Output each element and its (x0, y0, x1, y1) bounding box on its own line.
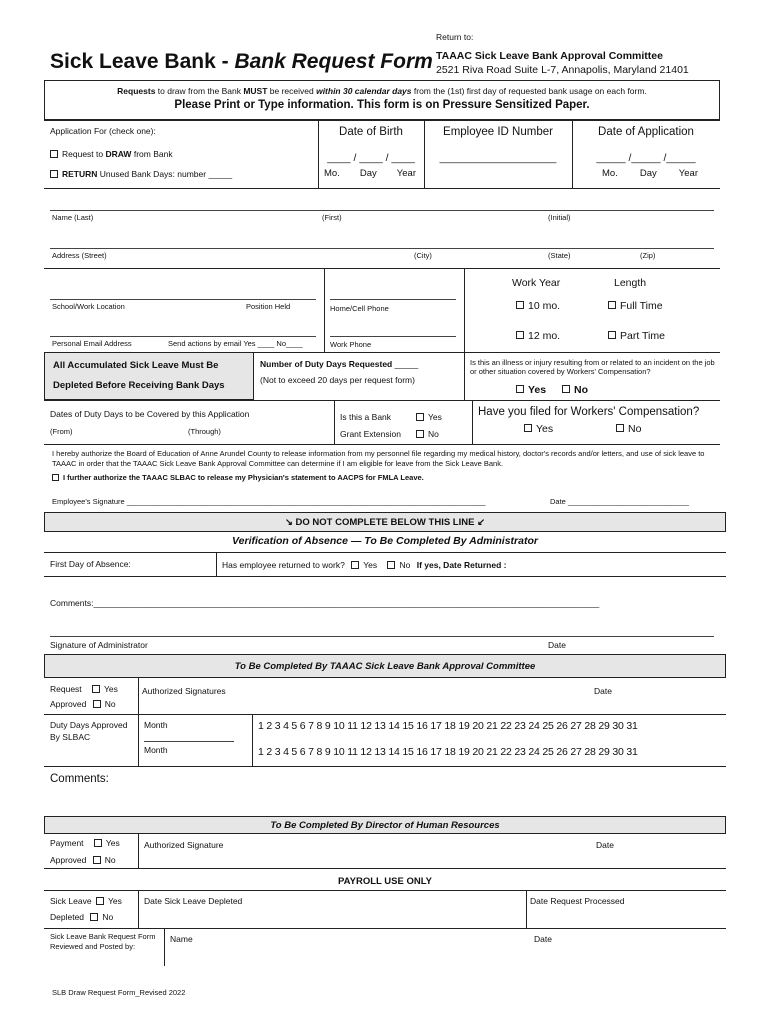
committee-comments-label: Comments: (50, 773, 109, 785)
payroll-header: PAYROLL USE ONLY (338, 876, 432, 887)
depleted-no-checkbox[interactable] (90, 913, 98, 921)
dates-covered-label: Dates of Duty Days to be Covered by this Application (50, 409, 250, 419)
admin-comments-line[interactable]: Comments:___________________________________________________________________________________________________________ (50, 598, 600, 608)
home-phone-label: Home/Cell Phone (330, 304, 389, 313)
depleted-line-2: Depleted Before Receiving Bank Days (53, 380, 225, 391)
request-yes-checkbox[interactable] (92, 685, 100, 693)
illness-yes-option[interactable]: Yes (516, 384, 546, 396)
payment-yes-checkbox[interactable] (94, 839, 102, 847)
returned-yes-checkbox[interactable] (351, 561, 359, 569)
committee-name: TAAAC Sick Leave Bank Approval Committee (436, 50, 663, 62)
address-street-label: Address (Street) (52, 251, 107, 260)
workers-comp-yes-option[interactable]: Yes (524, 423, 553, 435)
full-time-option[interactable]: Full Time (608, 300, 663, 312)
payment-yes-option[interactable]: Payment Yes (50, 838, 120, 848)
twelve-month-option[interactable]: 12 mo. (516, 330, 560, 342)
days-row-2[interactable]: 1 2 3 4 5 6 7 8 9 10 11 12 13 14 15 16 17 18 19 20 21 22 23 24 25 26 27 28 29 30 31 (258, 746, 638, 758)
position-held-label: Position Held (246, 302, 291, 311)
notice-within: within 30 calendar days (316, 86, 412, 96)
address-state-label: (State) (548, 251, 571, 260)
form-title-main: Sick Leave Bank - (50, 50, 235, 73)
duty-approved-label: Duty Days Approved (50, 720, 128, 730)
payroll-name-label: Name (170, 934, 193, 944)
admin-signature-label: Signature of Administrator (50, 640, 148, 650)
notice-requests: Requests (117, 86, 156, 96)
notice-text-b: be received (267, 86, 317, 96)
name-last-label: Name (Last) (52, 213, 94, 222)
grant-extension-label: Grant Extension (340, 429, 401, 439)
length-label: Length (614, 277, 647, 289)
name-initial-label: (Initial) (548, 213, 571, 222)
draw-option[interactable]: Request to DRAW from Bank (50, 149, 173, 159)
draw-checkbox[interactable] (50, 150, 58, 158)
form-title (50, 50, 433, 74)
name-first-label: (First) (322, 213, 342, 222)
illness-no-checkbox[interactable] (562, 385, 570, 393)
employee-signature-line[interactable]: Employee's Signature ______________________________________________________________________________________ (52, 497, 486, 506)
committee-date-label: Date (594, 686, 612, 696)
return-to-label: Return to: (436, 32, 474, 42)
workers-comp-no-checkbox[interactable] (616, 424, 624, 432)
is-bank-label: Is this a Bank (340, 412, 392, 422)
work-year-label: Work Year (512, 277, 561, 289)
school-location-label: School/Work Location (52, 302, 125, 311)
sick-leave-yes-checkbox[interactable] (96, 897, 104, 905)
bank-no-option[interactable]: No (416, 429, 439, 439)
employee-returned: Has employee returned to work? Yes No If yes, Date Returned : (222, 560, 507, 570)
employee-date-line[interactable]: Date _____________________________ (550, 497, 689, 506)
address-city-label: (City) (414, 251, 432, 260)
dob-label: Date of Birth (339, 126, 403, 138)
part-time-checkbox[interactable] (608, 331, 616, 339)
approved-no-option[interactable]: Approved No (50, 699, 116, 709)
illness-no-option[interactable]: No (562, 384, 588, 396)
illness-yes-checkbox[interactable] (516, 385, 524, 393)
approved-no-checkbox[interactable] (93, 700, 101, 708)
doa-field[interactable]: _____ /_____ /_____ (596, 152, 696, 164)
duty-days-requested[interactable]: Number of Duty Days Requested _____ (260, 359, 419, 369)
further-authorization-checkbox[interactable] (52, 474, 59, 481)
application-for-label: Application For (check one): (50, 126, 156, 136)
work-phone-label: Work Phone (330, 340, 372, 349)
bank-yes-checkbox[interactable] (416, 413, 424, 421)
employee-id-field[interactable]: ____________________ (439, 152, 557, 164)
part-time-option[interactable]: Part Time (608, 330, 665, 342)
returned-no-checkbox[interactable] (387, 561, 395, 569)
depleted-notice (44, 352, 254, 400)
hr-header-bar: To Be Completed By Director of Human Resources (44, 816, 726, 834)
date-depleted-label: Date Sick Leave Depleted (144, 896, 243, 906)
hr-authorized-signature-label: Authorized Signature (144, 840, 224, 850)
notice-line-2: Please Print or Type information. This form is on Pressure Sensitized Paper. (174, 99, 590, 111)
dob-sublabels: Mo. Day Year (324, 168, 416, 179)
address-zip-label: (Zip) (640, 251, 656, 260)
hr-approved-no-option[interactable]: Approved No (50, 855, 116, 865)
authorized-signatures-label: Authorized Signatures (142, 686, 226, 696)
payroll-date-label: Date (534, 934, 552, 944)
employee-id-label: Employee ID Number (443, 126, 553, 138)
depleted-line-1: All Accumulated Sick Leave Must Be (53, 360, 219, 371)
doa-sublabels: Mo. Day Year (602, 168, 698, 179)
workers-comp-question: Have you filed for Workers' Compensation? (478, 406, 700, 418)
ten-month-option[interactable]: 10 mo. (516, 300, 560, 312)
days-row-1[interactable]: 1 2 3 4 5 6 7 8 9 10 11 12 13 14 15 16 17 18 19 20 21 22 23 24 25 26 27 28 29 30 31 (258, 720, 638, 732)
email-label: Personal Email Address (52, 339, 132, 348)
from-label: (From) (50, 427, 73, 436)
doa-label: Date of Application (598, 126, 694, 138)
hr-approved-no-checkbox[interactable] (93, 856, 101, 864)
dob-field[interactable]: ____ / ____ / ____ (327, 152, 415, 164)
illness-question: Is this an illness or injury resulting from or related to an incident on the job or other situation covered by Workers' Compensation? (470, 358, 715, 376)
month-label-2: Month (144, 745, 168, 755)
notice-box (44, 80, 720, 120)
bank-no-checkbox[interactable] (416, 430, 424, 438)
reviewed-posted-label: Sick Leave Bank Request Form Reviewed and Posted by: (50, 932, 156, 951)
workers-comp-yes-checkbox[interactable] (524, 424, 532, 432)
duty-days-note: (Not to exceed 20 days per request form) (260, 375, 415, 385)
sick-leave-yes-option[interactable]: Sick Leave Yes (50, 896, 122, 906)
authorization-text: I hereby authorize the Board of Education of Anne Arundel County to release information from my personnel file regarding my medical history, doctor's records and/or letters, and use of sick leave to TAAAC in order that the TAAAC Sick Leave Bank Approval Committee can determine if I am eligible for leave from the Sick Leave Bank. (52, 449, 705, 468)
depleted-no-option[interactable]: Depleted No (50, 912, 114, 922)
request-yes-option[interactable]: Request Yes (50, 684, 118, 694)
date-processed-label: Date Request Processed (530, 896, 625, 906)
through-label: (Through) (188, 427, 221, 436)
by-slbac-label: By SLBAC (50, 732, 91, 742)
notice-line-1 (45, 86, 719, 96)
full-time-checkbox[interactable] (608, 301, 616, 309)
return-checkbox[interactable] (50, 170, 58, 178)
first-day-absence-label: First Day of Absence: (50, 559, 131, 569)
hr-date-label: Date (596, 840, 614, 850)
send-email-label[interactable]: Send actions by email Yes ____ No____ (168, 339, 303, 348)
return-option[interactable]: RETURN Unused Bank Days: number _____ (50, 169, 232, 179)
form-title-italic: Bank Request Form (234, 50, 433, 73)
ten-month-checkbox[interactable] (516, 301, 524, 309)
committee-address: 2521 Riva Road Suite L-7, Annapolis, Maryland 21401 (436, 64, 689, 76)
verification-header: Verification of Absence — To Be Completed By Administrator (232, 535, 538, 547)
bank-yes-option[interactable]: Yes (416, 412, 442, 422)
admin-date-label: Date (548, 640, 566, 650)
twelve-month-checkbox[interactable] (516, 331, 524, 339)
workers-comp-no-option[interactable]: No (616, 423, 641, 435)
notice-text-c: from the (1st) first day of requested bank usage on each form. (411, 86, 647, 96)
notice-must: MUST (243, 86, 268, 96)
month-label-1: Month (144, 720, 168, 730)
do-not-complete-banner: ↘ DO NOT COMPLETE BELOW THIS LINE ↙ (44, 512, 726, 532)
notice-text-a: to draw from the Bank (155, 86, 244, 96)
further-authorization[interactable]: I further authorize the TAAAC SLBAC to release my Physician's statement to AACPS for FMLA Leave. (52, 473, 424, 482)
revision-footer: SLB Draw Request Form_Revised 2022 (52, 988, 186, 997)
committee-header-bar: To Be Completed By TAAAC Sick Leave Bank Approval Committee (44, 654, 726, 678)
